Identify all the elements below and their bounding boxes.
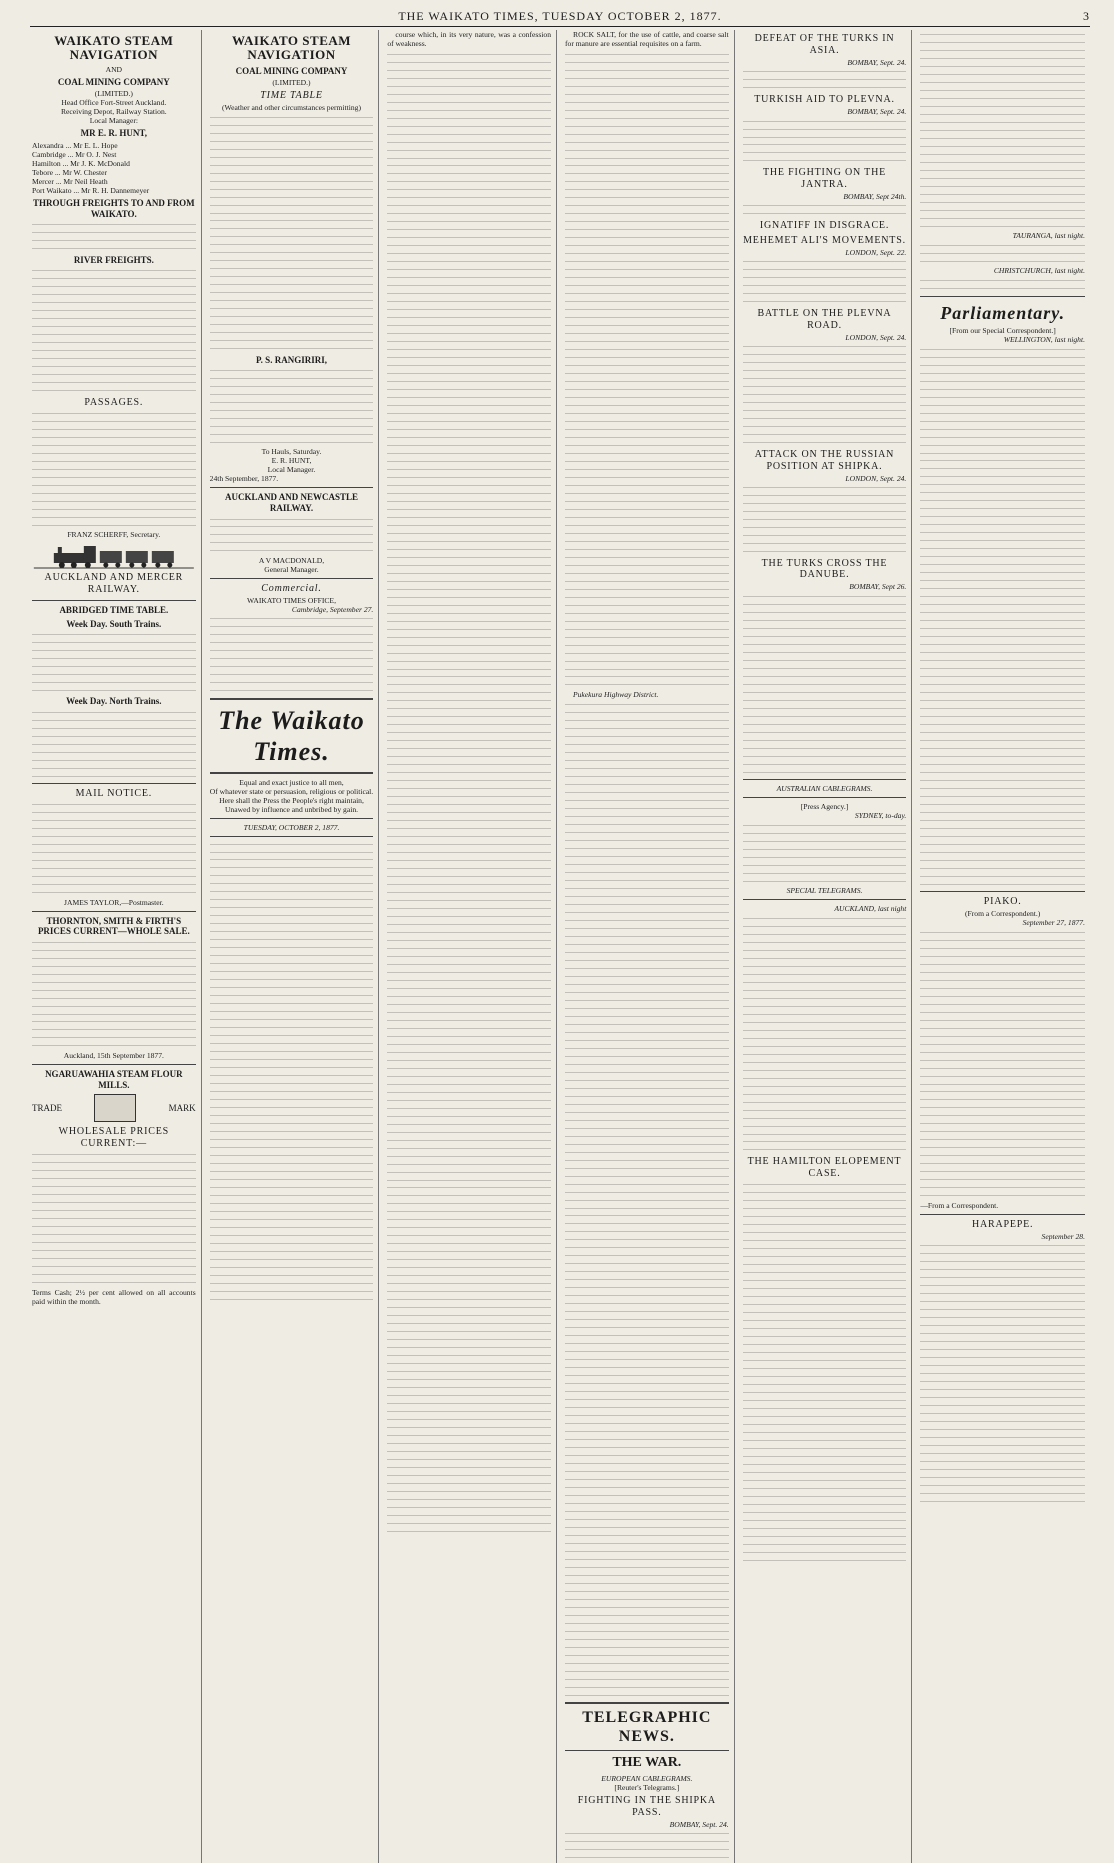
column-1 <box>30 30 202 1863</box>
mark-label: MARK <box>168 1102 196 1113</box>
christchurch-body <box>920 277 1085 291</box>
page-number: 3 <box>1083 9 1090 23</box>
passages-body <box>32 410 196 528</box>
attack-heading: ATTACK ON THE RUSSIAN POSITION AT SHIPKA. <box>754 448 895 472</box>
aid-heading: TURKISH AID TO PLEVNA. <box>754 93 895 105</box>
agent-row: Port Waikato ... Mr R. H. Dannemeyer <box>32 186 150 196</box>
piako-from: (From a Correspondent.) <box>965 909 1041 919</box>
column-5 <box>741 30 913 1863</box>
river-freights-table <box>32 268 196 394</box>
harapepe-heading: HARAPEPE. <box>971 1218 1034 1230</box>
aid-body <box>743 118 907 164</box>
own-correspondent: [From our Special Correspondent.] <box>949 326 1056 335</box>
piako-body <box>920 929 1085 1199</box>
auckland-body <box>743 915 907 1153</box>
column-2 <box>208 30 380 1863</box>
rock-salt-paragraph: ROCK SALT, for the use of cattle, and coarse salt for manure are essential requisites on a farm. <box>565 30 729 49</box>
danube-heading: THE TURKS CROSS THE DANUBE. <box>761 557 888 581</box>
column-3 <box>385 30 557 1863</box>
steam-and: AND <box>105 64 123 74</box>
trademark-emblem-icon <box>94 1094 136 1122</box>
australian-heading: AUSTRALIAN CABLEGRAMS. <box>776 784 873 794</box>
motto-line-2: Of whatever state or persuasion, religious or political. <box>209 786 374 796</box>
shipka-heading: FIGHTING IN THE SHIPKA PASS. <box>577 1794 716 1818</box>
steam-coal: COAL MINING COMPANY <box>57 76 170 87</box>
railway-heading: AUCKLAND AND MERCER RAILWAY. <box>44 572 184 595</box>
local-news-body <box>565 51 729 688</box>
paper-title: The Waikato Times. <box>218 705 365 766</box>
the-war-title: THE WAR. <box>612 1755 682 1771</box>
railway-signed: A V MACDONALD, <box>258 555 325 565</box>
manager-name: MR E. R. HUNT, <box>80 128 147 139</box>
column-4 <box>563 30 735 1863</box>
thornton-prices <box>32 939 196 1049</box>
commercial-heading: Commercial. <box>261 582 322 594</box>
wholesale-heading: WHOLESALE PRICES CURRENT:— <box>58 1126 169 1150</box>
parliamentary-heading: Parliamentary. <box>940 302 1066 323</box>
defeat-dateline: BOMBAY, Sept. 24. <box>847 57 907 67</box>
plevna-heading: BATTLE ON THE PLEVNA ROAD. <box>757 307 892 331</box>
steam-coal-2: COAL MINING COMPANY <box>235 65 348 76</box>
agent-row: Hamilton ... Mr J. K. McDonald <box>32 159 130 169</box>
mail-notice-body <box>32 802 196 896</box>
plevna-body <box>743 344 907 446</box>
defeat-body <box>743 69 907 91</box>
commercial-body <box>210 616 374 694</box>
south-trains-body <box>32 631 196 693</box>
attack-dateline: LONDON, Sept. 24. <box>845 473 907 483</box>
agent-row: Alexandra ... Mr E. L. Hope <box>32 141 118 151</box>
railway-title: General Manager. <box>264 564 319 574</box>
agents-list <box>32 141 196 195</box>
manager-name-2: E. R. HUNT, <box>271 456 312 466</box>
mehemet-dateline: LONDON, Sept. 22. <box>845 247 907 257</box>
river-freights-heading: RIVER FREIGHTS. <box>73 254 154 265</box>
reuters-telegrams: [Reuter's Telegrams.] <box>614 1782 680 1792</box>
ngaruawahia-mills: NGARUAWAHIA STEAM FLOUR MILLS. <box>45 1068 183 1090</box>
thornton-date: Auckland, 15th September 1877. <box>63 1050 164 1060</box>
local-manager-label: Local Manager: <box>89 116 138 126</box>
leader-continued-opening: course which, in its very nature, was a confession of weakness. <box>387 30 551 49</box>
locomotive-illustration <box>32 541 196 569</box>
leader-continued-body <box>387 51 551 1534</box>
rangiriri-body <box>210 367 374 445</box>
jantra-dateline: BOMBAY, Sept 24th. <box>843 191 907 201</box>
week-south-heading: Week Day. South Trains. <box>66 618 162 629</box>
thornton-heading: THORNTON, SMITH & FIRTH'S PRICES CURRENT—WHOLE SALE. <box>37 915 190 937</box>
european-cablegrams: EUROPEAN CABLEGRAMS. <box>601 1773 693 1783</box>
mail-notice-heading: MAIL NOTICE. <box>75 788 153 800</box>
steam-limited-2: (LIMITED.) <box>272 78 311 88</box>
tauranga-dateline: TAURANGA, last night. <box>1012 231 1085 241</box>
ps-rangiriri: P. S. RANGIRIRI, <box>256 354 327 365</box>
danube-dateline: BOMBAY, Sept 26. <box>849 582 907 592</box>
defeat-heading: DEFEAT OF THE TURKS IN ASIA. <box>754 33 895 56</box>
motto-line-1: Equal and exact justice to all men, <box>239 777 344 787</box>
newspaper-columns <box>30 30 1090 1829</box>
attack-body <box>743 485 907 555</box>
piako-date: September 27, 1877. <box>1022 918 1085 928</box>
motto-line-4: Unawed by influence and unbribed by gain. <box>224 804 359 814</box>
manager-title-2: Local Manager. <box>267 465 316 475</box>
freights-table <box>32 222 196 252</box>
shipka-body <box>565 1831 729 1861</box>
piako-signed: —From a Correspondent. <box>920 1200 999 1210</box>
tauranga-body <box>920 242 1085 264</box>
trade-label: TRADE <box>32 1102 62 1113</box>
steam-nav-title-2: WAIKATO STEAM NAVIGATION <box>231 33 352 63</box>
masthead-title: THE WAIKATO TIMES, TUESDAY OCTOBER 2, 1877. <box>398 8 722 23</box>
jantra-body <box>743 203 907 217</box>
steam-nav-title: WAIKATO STEAM NAVIGATION <box>54 33 174 63</box>
steam-limited: (LIMITED.) <box>94 89 133 99</box>
sydney-dateline: SYDNEY, to-day. <box>854 811 907 821</box>
ignatiff-heading: IGNATIFF IN DISGRACE. <box>759 219 890 231</box>
agent-row: Mercer ... Mr Neil Heath <box>32 177 108 187</box>
notice-date: 24th September, 1877. <box>209 474 279 484</box>
harapepe-date: September 28. <box>1041 1231 1085 1241</box>
aid-dateline: BOMBAY, Sept. 24. <box>847 106 907 116</box>
north-trains-body <box>32 709 196 779</box>
newcastle-body <box>210 516 374 554</box>
pukekura-heading: Pukekura Highway District. <box>573 689 659 699</box>
sydney-body <box>743 822 907 884</box>
freights-heading: THROUGH FREIGHTS TO AND FROM WAIKATO. <box>32 198 195 220</box>
to-hauls: To Hauls, Saturday. <box>261 447 322 457</box>
mehemet-heading: MEHEMET ALI'S MOVEMENTS. <box>743 234 906 246</box>
mehemet-body <box>743 259 907 305</box>
timetable-body <box>210 114 374 352</box>
masthead <box>30 6 1090 27</box>
motto-line-3: Here shall the Press the People's right maintain, <box>219 795 364 805</box>
time-table-heading: TIME TABLE <box>260 90 323 102</box>
column-6 <box>918 30 1090 1863</box>
newcastle-railway-heading: AUCKLAND AND NEWCASTLE RAILWAY. <box>224 492 358 514</box>
postmaster: JAMES TAYLOR,—Postmaster. <box>64 897 164 907</box>
passages-heading: PASSAGES. <box>84 396 144 408</box>
elopement-heading: THE HAMILTON ELOPEMENT CASE. <box>747 1156 902 1179</box>
elopement-body <box>743 1182 907 1563</box>
agent-row: Cambridge ... Mr O. J. Nest <box>32 150 117 160</box>
franz-signature: FRANZ SCHERFF, Secretary. <box>67 530 161 539</box>
special-telegrams: SPECIAL TELEGRAMS. <box>786 886 863 896</box>
piako-heading: PIAKO. <box>983 896 1022 908</box>
harapepe-body <box>920 1243 1085 1505</box>
plevna-dateline: LONDON, Sept. 24. <box>845 332 907 342</box>
leader-article <box>210 841 374 1302</box>
auckland-dateline: AUCKLAND, last night <box>834 904 907 914</box>
parliament-body <box>920 346 1085 887</box>
week-north-heading: Week Day. North Trains. <box>66 696 162 707</box>
commercial-date: Cambridge, September 27. <box>291 604 374 614</box>
wellington-dateline: WELLINGTON, last night. <box>1003 335 1085 345</box>
terms-note: Terms Cash; 2½ per cent allowed on all accounts paid within the month. <box>32 1287 196 1306</box>
pukekura-body <box>565 702 729 1698</box>
head-office: Head Office Fort-Street Auckland. <box>61 98 167 108</box>
commercial-office: WAIKATO TIMES OFFICE, <box>247 595 336 605</box>
christchurch-dateline: CHRISTCHURCH, last night. <box>993 266 1085 276</box>
jantra-heading: THE FIGHTING ON THE JANTRA. <box>762 167 887 190</box>
wholesale-prices <box>32 1152 196 1286</box>
issue-date: TUESDAY, OCTOBER 2, 1877. <box>243 822 340 832</box>
agent-row: Tebore ... Mr W. Chester <box>32 168 107 178</box>
receiving-depot: Receiving Depot, Railway Station. <box>60 107 167 117</box>
shipka-dateline: BOMBAY, Sept. 24. <box>669 1819 729 1829</box>
telegraphic-news-title: TELEGRAPHIC NEWS. <box>582 1709 712 1746</box>
court-continued-body <box>920 32 1085 230</box>
abridged-heading: ABRIDGED TIME TABLE. <box>59 604 169 615</box>
weather-note: (Weather and other circumstances permitting) <box>222 103 361 113</box>
danube-body <box>743 593 907 775</box>
press-agency: [Press Agency.] <box>800 802 849 812</box>
trademark-row <box>32 1094 196 1122</box>
